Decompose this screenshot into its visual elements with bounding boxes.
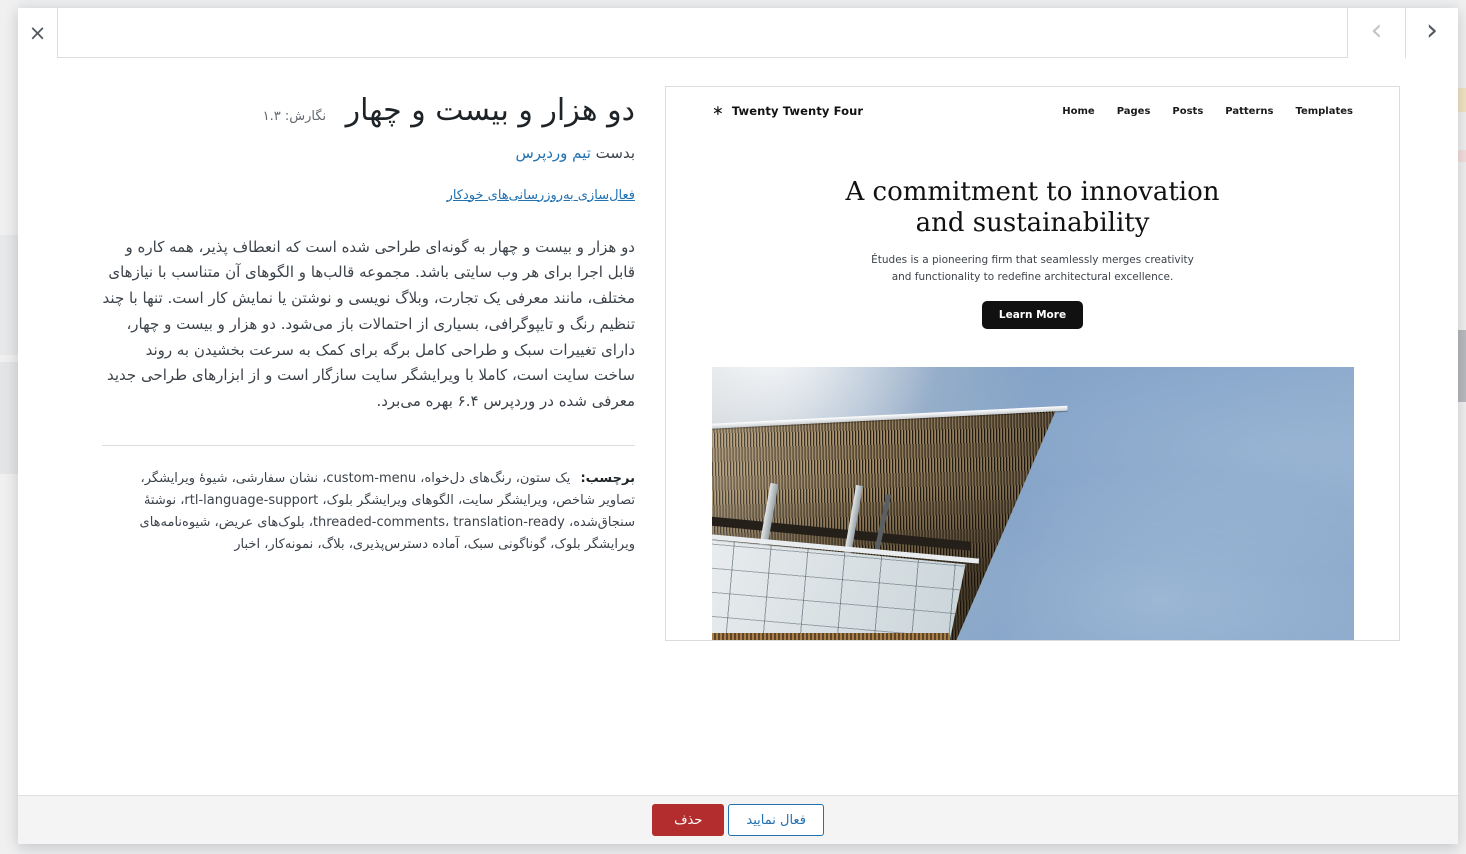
autoupdate-row bbox=[102, 188, 635, 203]
delete-button[interactable]: حذف bbox=[652, 804, 724, 836]
backdrop-theme-card bbox=[1458, 330, 1466, 402]
previous-theme-button[interactable] bbox=[1347, 8, 1405, 58]
screenshot-site-logo bbox=[712, 103, 863, 119]
screenshot-nav-posts: Posts bbox=[1172, 105, 1204, 117]
theme-title bbox=[102, 91, 635, 132]
theme-author bbox=[102, 144, 635, 162]
theme-screenshot bbox=[665, 86, 1400, 641]
hero-heading-line1: A commitment to innovation bbox=[845, 177, 1220, 207]
theme-tags bbox=[102, 468, 635, 556]
close-icon[interactable] bbox=[18, 8, 58, 58]
activate-button[interactable]: فعال نمایید bbox=[728, 804, 823, 836]
backdrop-notice bbox=[1458, 150, 1466, 162]
theme-name: دو هزار و بیست و چهار bbox=[345, 93, 635, 128]
hero-heading-line2: and sustainability bbox=[915, 208, 1150, 239]
chevron-left-icon: ‹ bbox=[1370, 13, 1383, 48]
backdrop-theme-card bbox=[0, 235, 18, 355]
photo-wood-deck bbox=[712, 633, 950, 641]
modal-body bbox=[18, 59, 1458, 795]
screenshot-nav-home: Home bbox=[1062, 105, 1095, 117]
theme-description: دو هزار و بیست و چهار به گونه‌ای طراحی شده است که انعطاف پذیر، همه کاره و قابل اجرا برای هر وب سایتی باشد. مجموعه قالب‌ها و الگوهای آن متناسب با نیازهای مختلف، مانند معرفی یک تجارت، وبلاگ نویسی و نوشتن یا نمایش کار است. تنها با چند تنظیم رنگ و تایپوگرافی، بسیاری از احتمالات باز می‌شود. دو هزار و بیست و چهار، دارای تغییرات سبک و طراحی کامل برگه برای کمک به سرعت بخشیدن به روند ساخت سایت است، کاملا با ویرایشگر سایت سازگار است و از ابزارهای طراحی جدید معرفی شده در وردپرس ۶.۴ بهره می‌برد. bbox=[102, 237, 635, 411]
theme-details-modal bbox=[18, 8, 1458, 844]
next-theme-button[interactable] bbox=[1405, 8, 1458, 58]
screenshot-nav-patterns: Patterns bbox=[1225, 105, 1274, 117]
screenshot-learn-more-button: Learn More bbox=[982, 301, 1083, 329]
screenshot-hero-heading bbox=[666, 177, 1399, 239]
tags-label: برچسب: bbox=[580, 471, 635, 487]
architecture-photo bbox=[712, 367, 1354, 641]
backdrop-left bbox=[0, 0, 18, 854]
screenshot-nav-templates: Templates bbox=[1295, 105, 1353, 117]
screenshot-nav-pages: Pages bbox=[1116, 105, 1151, 117]
theme-version: نگارش: ۱.۳ bbox=[262, 109, 327, 124]
modal-footer bbox=[18, 795, 1458, 844]
theme-info bbox=[102, 91, 635, 556]
screenshot-hero-text: Études is a pioneering firm that seamlessly merges creativity and functionality to redefine architectural excellence. bbox=[871, 254, 1194, 284]
backdrop-notice bbox=[1458, 88, 1466, 112]
divider bbox=[102, 445, 635, 446]
chevron-right-icon: › bbox=[1426, 13, 1438, 48]
asterisk-logo-icon: ∗ bbox=[712, 103, 724, 119]
author-link[interactable]: تیم وردپرس bbox=[515, 143, 591, 162]
screenshot-site-title: Twenty Twenty Four bbox=[731, 104, 864, 118]
screenshot-site-header bbox=[666, 87, 1399, 135]
screenshot-hero bbox=[666, 177, 1399, 329]
screenshot-nav bbox=[1062, 106, 1353, 117]
enable-autoupdates-link[interactable]: فعال‌سازی به‌روزرسانی‌های خودکار bbox=[446, 187, 635, 203]
tags-list: یک ستون، رنگ‌های دل‌خواه، custom-menu، نشان سفارشی، شیوهٔ ویرایشگر، تصاویر شاخص، ویرایشگر سایت، الگوهای ویرایشگر بلوک، rtl-language-support، نوشتهٔ سنجاق‌شده، threaded-comments، translation-ready، بلوک‌های عریض، شیوه‌نامه‌های ویرایشگر بلوک، گوناگونی سبک، آماده دسترس‌پذیری، بلاگ، نمونه‌کار، اخبار bbox=[139, 471, 635, 553]
modal-header bbox=[18, 8, 1458, 58]
backdrop-right bbox=[1458, 0, 1466, 854]
author-prefix: بدست bbox=[590, 143, 635, 162]
close-glyph: × bbox=[28, 21, 47, 45]
backdrop-theme-card bbox=[0, 362, 18, 474]
